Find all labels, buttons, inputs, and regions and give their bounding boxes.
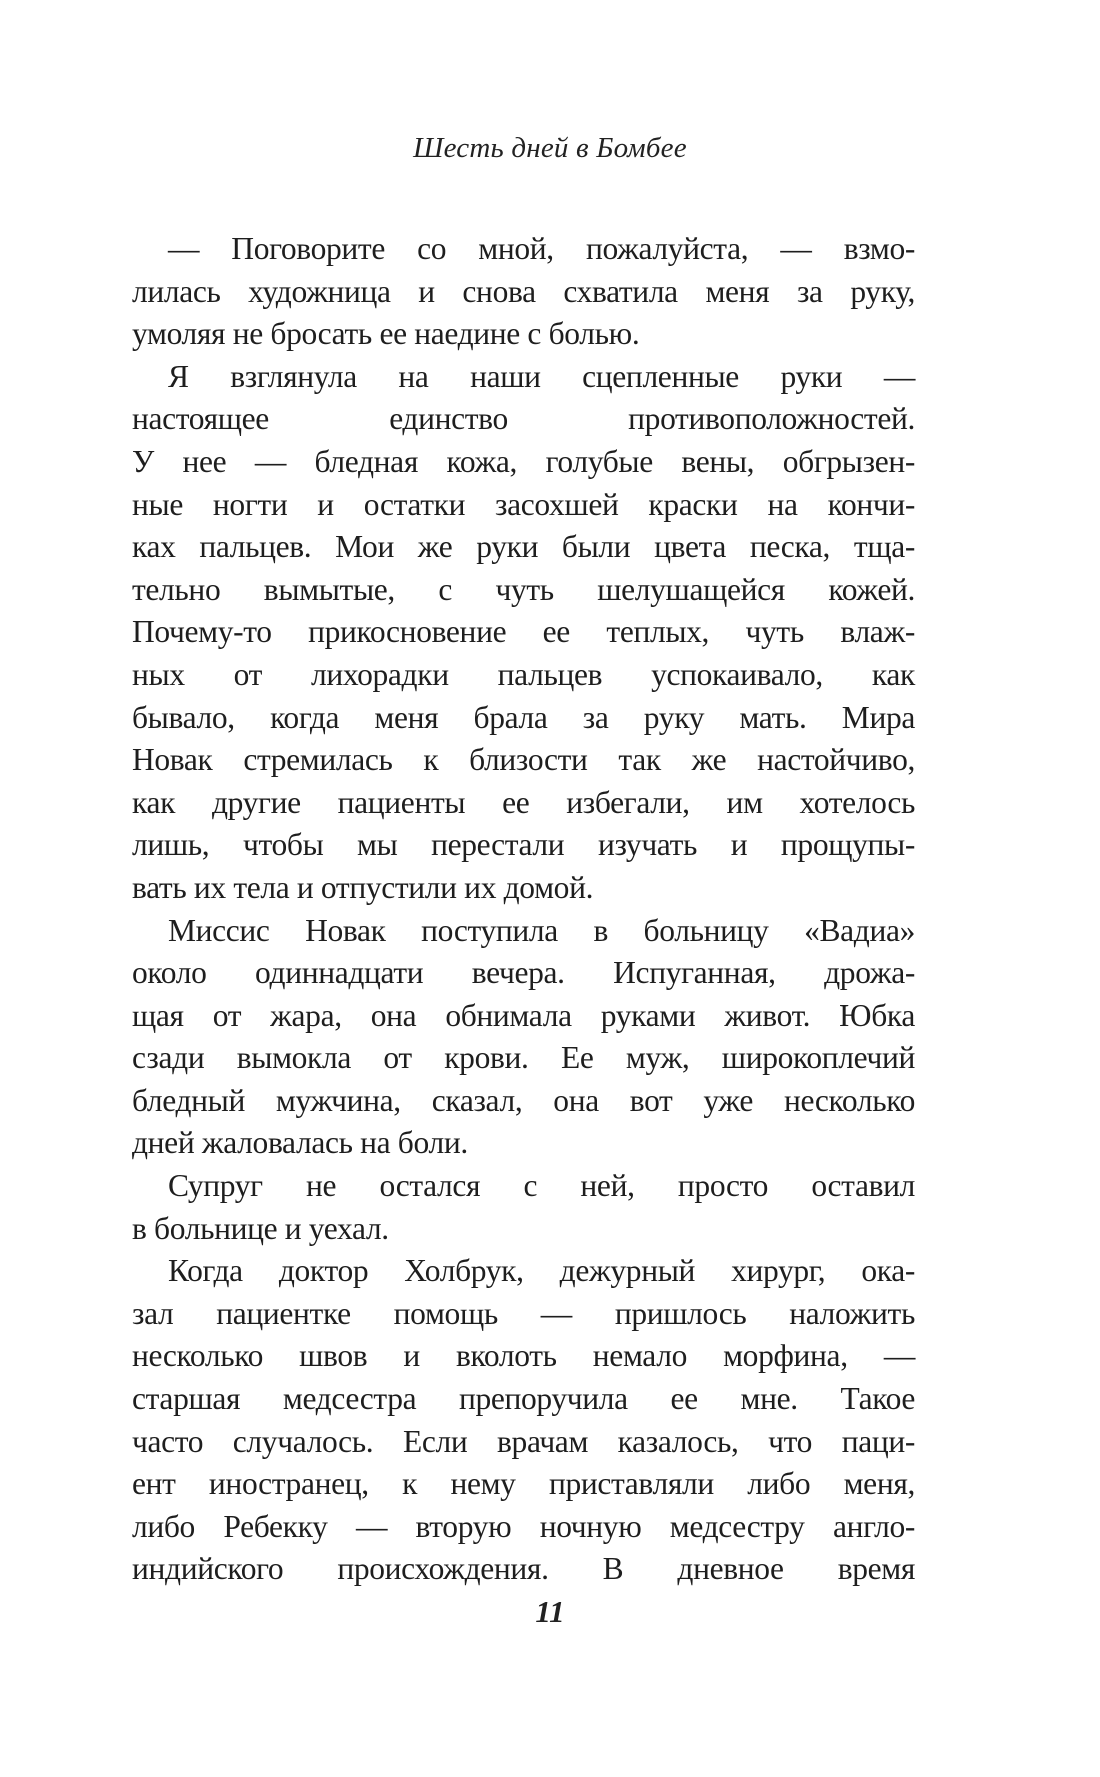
text-line: вать их тела и отпустили их домой. <box>132 869 594 905</box>
text-line: либо Ребекку — вторую ночную медсестру англо- <box>132 1508 915 1544</box>
text-line: индийского происхождения. В дневное время <box>132 1551 915 1587</box>
text-line: бледный мужчина, сказал, она вот уже несколько <box>132 1082 915 1118</box>
text-line: ных от лихорадки пальцев успокаивало, как <box>132 656 915 692</box>
text-line: дней жаловалась на боли. <box>132 1125 468 1161</box>
text-line: Почему-то прикосновение ее теплых, чуть влаж- <box>132 614 915 650</box>
text-line: Супруг не остался с ней, просто оставил <box>168 1168 915 1204</box>
text-line: — Поговорите со мной, пожалуйста, — взмо- <box>168 231 915 266</box>
text-line: Я взглянула на наши сцепленные руки — <box>168 358 915 394</box>
text-line: зал пациентке помощь — пришлось наложить <box>132 1295 915 1331</box>
text-line: ент иностранец, к нему приставляли либо меня, <box>132 1466 915 1502</box>
text-line: Когда доктор Холбрук, дежурный хирург, ока- <box>168 1253 915 1289</box>
page-number: 11 <box>535 1594 565 1629</box>
text-line: Миссис Новак поступила в больницу «Вадиа» <box>168 912 915 948</box>
text-line: старшая медсестра препоручила ее мне. Такое <box>132 1381 915 1417</box>
text-line: часто случалось. Если врачам казалось, что паци- <box>132 1423 915 1459</box>
text-line: в больнице и уехал. <box>132 1210 389 1246</box>
text-line: несколько швов и вколоть немало морфина, — <box>132 1338 915 1374</box>
text-line: умоляя не бросать ее наедине с болью. <box>132 316 640 352</box>
body-text <box>132 228 915 1591</box>
running-head: Шесть дней в Бомбее <box>413 132 687 164</box>
text-line: тельно вымытые, с чуть шелушащейся кожей. <box>132 571 915 607</box>
text-line: около одиннадцати вечера. Испуганная, дрожа- <box>132 955 915 991</box>
text-line: как другие пациенты ее избегали, им хотелось <box>132 784 915 820</box>
text-line: сзади вымокла от крови. Ее муж, широкоплечий <box>132 1040 915 1076</box>
text-line: лилась художница и снова схватила меня за руку, <box>132 273 915 309</box>
text-line: Новак стремилась к близости так же настойчиво, <box>132 742 915 778</box>
text-line: лишь, чтобы мы перестали изучать и прощупы- <box>132 827 915 863</box>
text-line: ках пальцев. Мои же руки были цвета песка, тща- <box>132 529 915 565</box>
text-line: бывало, когда меня брала за руку мать. Мира <box>132 699 915 735</box>
text-line: ные ногти и остатки засохшей краски на кончи- <box>132 486 915 522</box>
text-line: щая от жара, она обнимала руками живот. Юбка <box>132 997 915 1033</box>
text-line: У нее — бледная кожа, голубые вены, обгрызен- <box>132 443 915 479</box>
text-line: настоящее единство противоположностей. <box>132 401 915 437</box>
